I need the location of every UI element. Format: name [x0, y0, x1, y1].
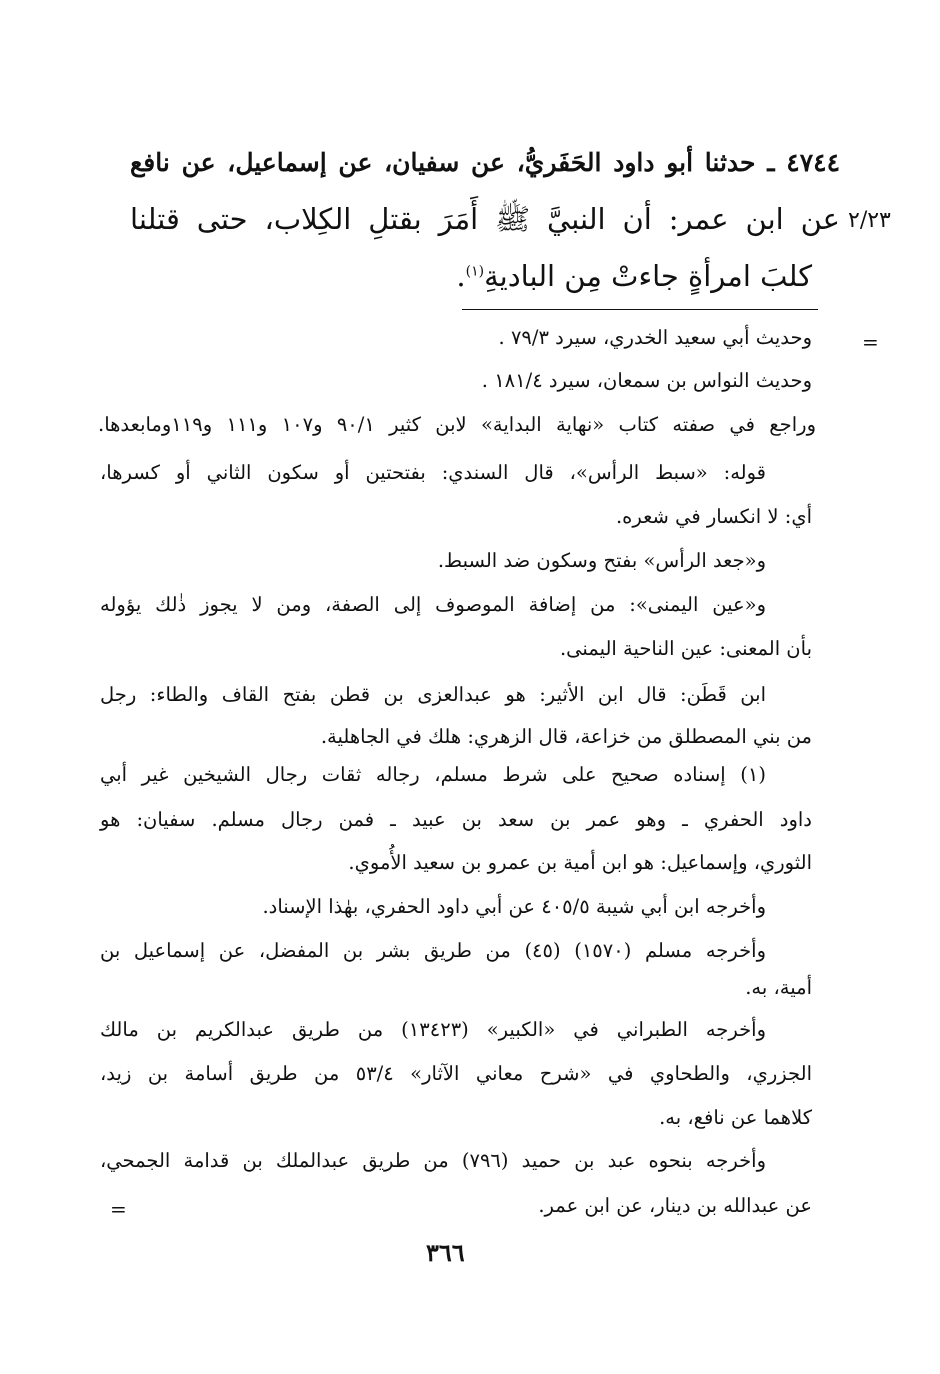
note-line-10: من بني المصطلق من خزاعة، قال الزهري: هلك في الجاهلية.: [320, 725, 812, 748]
footnote-separator: [462, 309, 818, 310]
note-line-5: أي: لا انكسار في شعره.: [615, 505, 812, 528]
note-line-6: و«جعد الرأس» بفتح وسكون ضد السبط.: [437, 549, 766, 572]
hadith-end-mark: .: [456, 259, 466, 293]
note-line-8: بأن المعنى: عين الناحية اليمنى.: [559, 637, 812, 660]
page-number: ٣٦٦: [426, 1238, 465, 1267]
hadith-line-1: ٤٧٤٤ ـ حدثنا أبو داود الحَفَريُّ، عن سفيان، عن إسماعيل، عن نافع: [130, 148, 840, 177]
footnote-1-line-4: وأخرجه ابن أبي شيبة ٤٠٥/٥ عن أبي داود الحفري، بهٰذا الإسناد.: [262, 895, 766, 918]
note-line-7: و«عين اليمنى»: من إضافة الموصوف إلى الصفة، ومن لا يجوز ذٰلك يؤوله: [100, 593, 766, 616]
footnote-1-line-6: أمية، به.: [745, 976, 812, 999]
hadith-line-2: عن ابن عمر: أن النبيَّ ﷺ أَمَرَ بقتلِ الكِلاب، حتى قتلنا: [130, 202, 840, 236]
footnote-1-line-8: الجزري، والطحاوي في «شرح معاني الآثار» ٥٣/٤ من طريق أسامة بن زيد،: [100, 1062, 812, 1085]
footnote-1-line-11: عن عبدالله بن دينار، عن ابن عمر.: [538, 1194, 812, 1217]
footnote-1-line-2: داود الحفري ـ وهو عمر بن سعد بن عبيد ـ فمن رجال مسلم. سفيان: هو: [100, 808, 812, 831]
continuation-mark-top: =: [862, 330, 879, 354]
footnote-ref: (١): [465, 263, 485, 280]
hadith-line-3: [456, 259, 812, 293]
note-line-3: وراجع في صفته كتاب «نهاية البداية» لابن كثير ٩٠/١ و١٠٧ و١١١ و١١٩ومابعدها.: [98, 413, 816, 436]
hadith-line-3-text: كلبَ امرأةٍ جاءتْ مِن الباديةِ: [484, 259, 812, 293]
note-line-1: وحديث أبي سعيد الخدري، سيرد ٧٩/٣ .: [498, 326, 812, 349]
footnote-1-line-3: الثوري، وإسماعيل: هو ابن أمية بن عمرو بن سعيد الأُموي.: [348, 851, 812, 874]
continuation-mark-bottom: =: [110, 1197, 127, 1221]
footnote-1-line-10: وأخرجه بنحوه عبد بن حميد (٧٩٦) من طريق عبدالملك بن قدامة الجمحي،: [100, 1149, 766, 1172]
margin-reference: ٢/٢٣: [848, 208, 891, 233]
footnote-1-line-1: (١) إسناده صحيح على شرط مسلم، رجاله ثقات رجال الشيخين غير أبي: [100, 763, 766, 786]
note-line-4: قوله: «سبط الرأس»، قال السندي: بفتحتين أو سكون الثاني أو كسرها،: [100, 461, 766, 484]
note-line-2: وحديث النواس بن سمعان، سيرد ١٨١/٤ .: [481, 369, 812, 392]
footnote-1-line-7: وأخرجه الطبراني في «الكبير» (١٣٤٢٣) من طريق عبدالكريم بن مالك: [100, 1018, 766, 1041]
footnote-1-line-9: كلاهما عن نافع، به.: [659, 1106, 812, 1129]
footnote-1-line-5: وأخرجه مسلم (١٥٧٠) (٤٥) من طريق بشر بن المفضل، عن إسماعيل بن: [100, 939, 766, 962]
note-line-9: ابن قَطَن: قال ابن الأثير: هو عبدالعزى بن قطن بفتح القاف والطاء: رجل: [100, 683, 766, 706]
